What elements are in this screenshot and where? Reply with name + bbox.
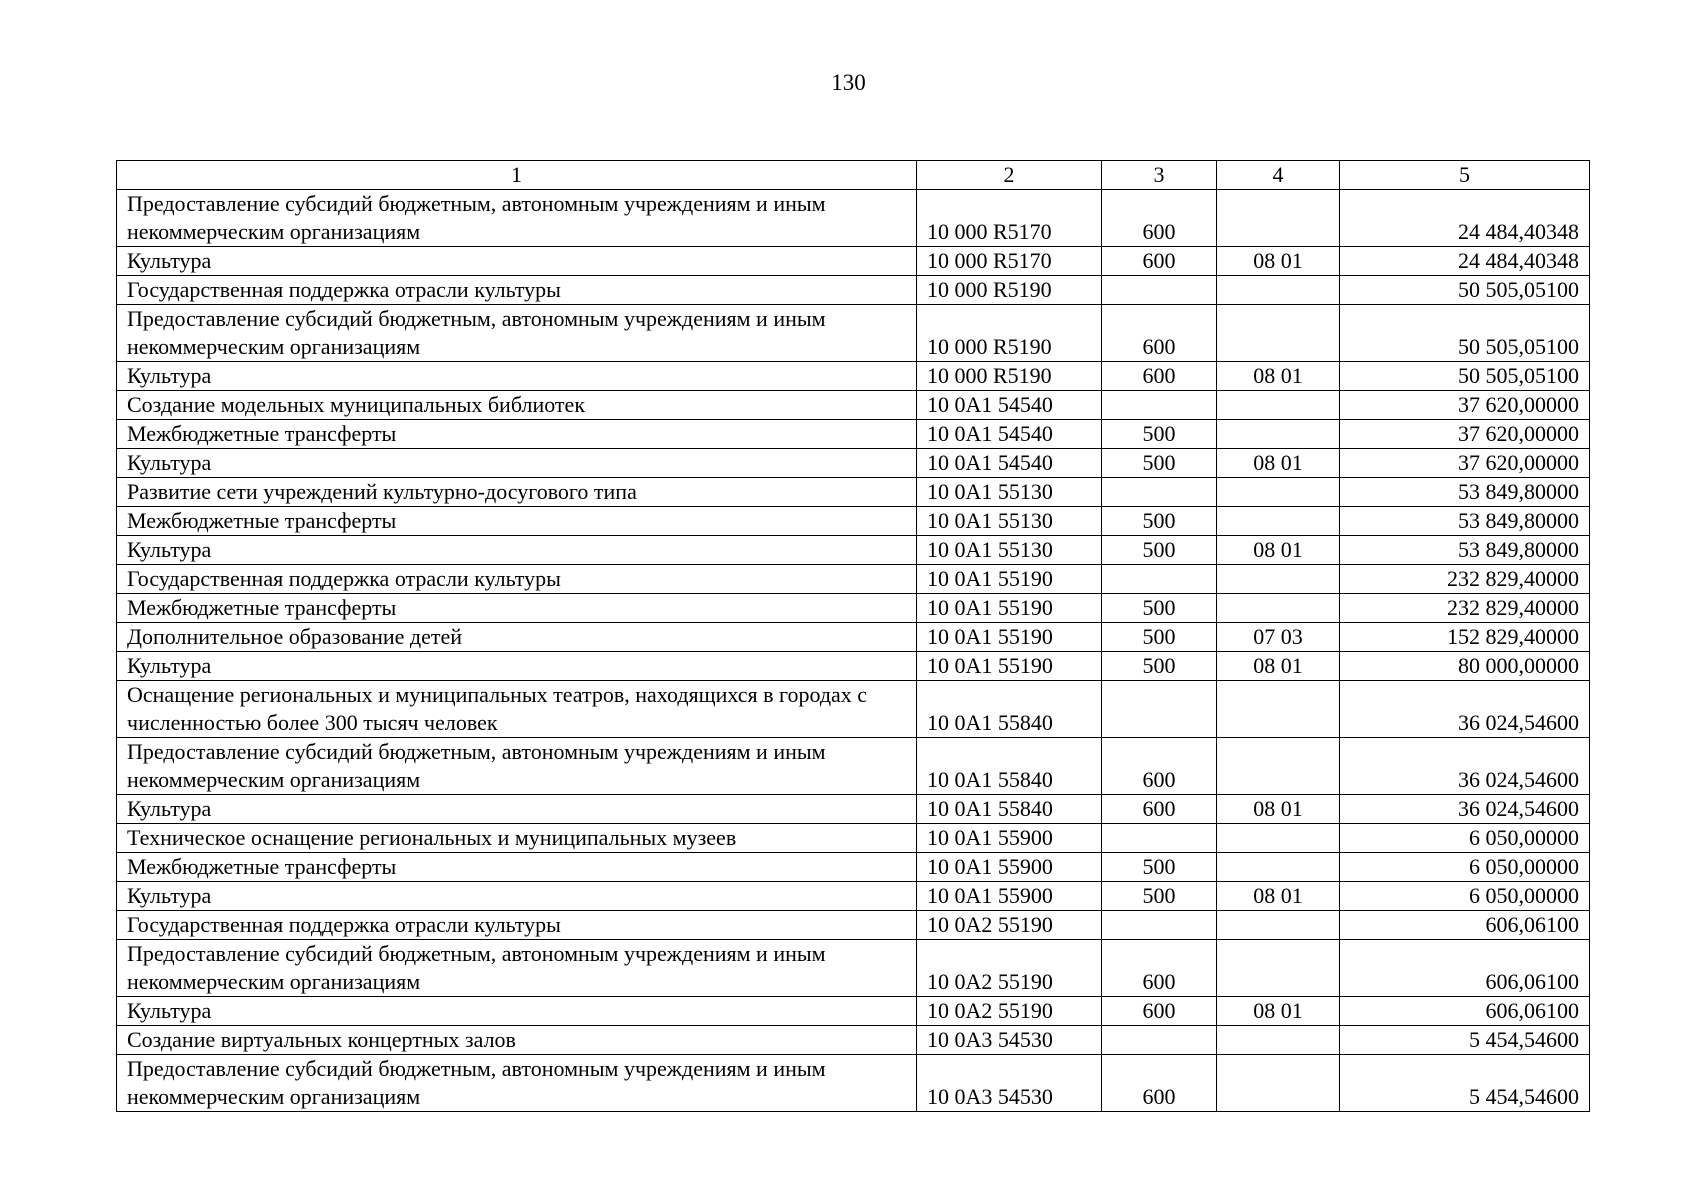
- row-expense-type-cell: 600: [1102, 738, 1217, 795]
- budget-table-body: [117, 161, 1590, 1112]
- table-row: [117, 305, 1590, 362]
- row-code-cell: 10 0A1 55130: [917, 536, 1102, 565]
- table-row: [117, 882, 1590, 911]
- column-header-1: 1: [117, 161, 917, 190]
- row-expense-type-cell: 600: [1102, 362, 1217, 391]
- table-row: [117, 190, 1590, 247]
- row-expense-type-cell: 500: [1102, 853, 1217, 882]
- row-name-cell: Культура: [117, 247, 917, 276]
- table-header-row: [117, 161, 1590, 190]
- row-code-cell: 10 000 R5170: [917, 247, 1102, 276]
- row-expense-type-cell: 500: [1102, 536, 1217, 565]
- row-section-cell: 08 01: [1217, 247, 1340, 276]
- row-amount-cell: 36 024,54600: [1340, 738, 1590, 795]
- row-name-cell: Техническое оснащение региональных и муниципальных музеев: [117, 824, 917, 853]
- row-expense-type-cell: 600: [1102, 305, 1217, 362]
- row-name-cell: Межбюджетные трансферты: [117, 853, 917, 882]
- row-section-cell: 08 01: [1217, 362, 1340, 391]
- row-amount-cell: 6 050,00000: [1340, 824, 1590, 853]
- row-amount-cell: 53 849,80000: [1340, 507, 1590, 536]
- row-name-cell: Предоставление субсидий бюджетным, автономным учреждениям и иным некоммерческим организациям: [117, 738, 917, 795]
- table-row: [117, 997, 1590, 1026]
- row-name-cell: Культура: [117, 795, 917, 824]
- row-expense-type-cell: [1102, 565, 1217, 594]
- table-row: [117, 853, 1590, 882]
- row-expense-type-cell: 600: [1102, 940, 1217, 997]
- row-amount-cell: 50 505,05100: [1340, 276, 1590, 305]
- row-section-cell: [1217, 594, 1340, 623]
- row-name-cell: Развитие сети учреждений культурно-досугового типа: [117, 478, 917, 507]
- row-code-cell: 10 0A1 55840: [917, 738, 1102, 795]
- table-row: [117, 1055, 1590, 1112]
- row-amount-cell: 6 050,00000: [1340, 853, 1590, 882]
- row-code-cell: 10 0A3 54530: [917, 1026, 1102, 1055]
- row-amount-cell: 606,06100: [1340, 940, 1590, 997]
- table-row: [117, 565, 1590, 594]
- row-name-cell: Культура: [117, 362, 917, 391]
- table-row: [117, 420, 1590, 449]
- table-row: [117, 449, 1590, 478]
- row-expense-type-cell: 500: [1102, 882, 1217, 911]
- row-code-cell: 10 000 R5190: [917, 305, 1102, 362]
- row-amount-cell: 24 484,40348: [1340, 247, 1590, 276]
- row-amount-cell: 606,06100: [1340, 911, 1590, 940]
- row-section-cell: [1217, 824, 1340, 853]
- row-name-cell: Создание модельных муниципальных библиотек: [117, 391, 917, 420]
- budget-table: [116, 160, 1590, 1112]
- row-section-cell: [1217, 853, 1340, 882]
- row-amount-cell: 152 829,40000: [1340, 623, 1590, 652]
- table-row: [117, 478, 1590, 507]
- row-amount-cell: 232 829,40000: [1340, 565, 1590, 594]
- row-name-cell: Государственная поддержка отрасли культуры: [117, 276, 917, 305]
- row-code-cell: 10 0A1 55190: [917, 623, 1102, 652]
- row-amount-cell: 53 849,80000: [1340, 478, 1590, 507]
- table-row: [117, 391, 1590, 420]
- column-header-4: 4: [1217, 161, 1340, 190]
- row-amount-cell: 80 000,00000: [1340, 652, 1590, 681]
- row-amount-cell: 24 484,40348: [1340, 190, 1590, 247]
- row-expense-type-cell: 500: [1102, 594, 1217, 623]
- table-row: [117, 247, 1590, 276]
- row-section-cell: [1217, 190, 1340, 247]
- row-name-cell: Межбюджетные трансферты: [117, 420, 917, 449]
- row-code-cell: 10 0A1 55900: [917, 853, 1102, 882]
- row-code-cell: 10 0A1 55190: [917, 565, 1102, 594]
- row-expense-type-cell: [1102, 911, 1217, 940]
- row-section-cell: [1217, 1055, 1340, 1112]
- row-name-cell: Культура: [117, 449, 917, 478]
- row-name-cell: Создание виртуальных концертных залов: [117, 1026, 917, 1055]
- row-expense-type-cell: 600: [1102, 1055, 1217, 1112]
- row-section-cell: [1217, 565, 1340, 594]
- row-code-cell: 10 0A3 54530: [917, 1055, 1102, 1112]
- row-amount-cell: 5 454,54600: [1340, 1026, 1590, 1055]
- row-expense-type-cell: [1102, 276, 1217, 305]
- row-code-cell: 10 000 R5190: [917, 276, 1102, 305]
- row-section-cell: 08 01: [1217, 652, 1340, 681]
- row-expense-type-cell: 600: [1102, 997, 1217, 1026]
- table-row: [117, 795, 1590, 824]
- row-code-cell: 10 0A2 55190: [917, 911, 1102, 940]
- row-section-cell: [1217, 478, 1340, 507]
- row-code-cell: 10 0A1 55130: [917, 478, 1102, 507]
- page-number: 130: [831, 70, 866, 95]
- row-amount-cell: 5 454,54600: [1340, 1055, 1590, 1112]
- row-code-cell: 10 0A1 55840: [917, 681, 1102, 738]
- row-expense-type-cell: [1102, 681, 1217, 738]
- table-row: [117, 1026, 1590, 1055]
- row-expense-type-cell: 500: [1102, 420, 1217, 449]
- row-expense-type-cell: 500: [1102, 652, 1217, 681]
- row-section-cell: 08 01: [1217, 997, 1340, 1026]
- row-expense-type-cell: [1102, 1026, 1217, 1055]
- table-row: [117, 276, 1590, 305]
- table-row: [117, 536, 1590, 565]
- row-name-cell: Оснащение региональных и муниципальных театров, находящихся в городах с численностью более 300 тысяч человек: [117, 681, 917, 738]
- row-section-cell: [1217, 305, 1340, 362]
- row-section-cell: [1217, 391, 1340, 420]
- row-code-cell: 10 0A1 55840: [917, 795, 1102, 824]
- row-name-cell: Культура: [117, 997, 917, 1026]
- row-section-cell: [1217, 1026, 1340, 1055]
- table-row: [117, 911, 1590, 940]
- row-section-cell: 08 01: [1217, 536, 1340, 565]
- row-amount-cell: 50 505,05100: [1340, 305, 1590, 362]
- row-section-cell: [1217, 940, 1340, 997]
- row-section-cell: [1217, 420, 1340, 449]
- row-code-cell: 10 0A1 55130: [917, 507, 1102, 536]
- table-row: [117, 594, 1590, 623]
- row-expense-type-cell: 600: [1102, 247, 1217, 276]
- table-row: [117, 652, 1590, 681]
- table-row: [117, 681, 1590, 738]
- row-code-cell: 10 0A1 54540: [917, 391, 1102, 420]
- row-name-cell: Государственная поддержка отрасли культуры: [117, 565, 917, 594]
- row-name-cell: Дополнительное образование детей: [117, 623, 917, 652]
- row-name-cell: Предоставление субсидий бюджетным, автономным учреждениям и иным некоммерческим организациям: [117, 190, 917, 247]
- row-code-cell: 10 0A2 55190: [917, 940, 1102, 997]
- row-amount-cell: 36 024,54600: [1340, 681, 1590, 738]
- column-header-3: 3: [1102, 161, 1217, 190]
- row-code-cell: 10 0A1 55900: [917, 882, 1102, 911]
- row-expense-type-cell: 500: [1102, 507, 1217, 536]
- row-section-cell: 08 01: [1217, 449, 1340, 478]
- row-amount-cell: 606,06100: [1340, 997, 1590, 1026]
- row-section-cell: [1217, 911, 1340, 940]
- row-expense-type-cell: 600: [1102, 795, 1217, 824]
- row-amount-cell: 53 849,80000: [1340, 536, 1590, 565]
- row-amount-cell: 232 829,40000: [1340, 594, 1590, 623]
- row-section-cell: 08 01: [1217, 882, 1340, 911]
- row-amount-cell: 50 505,05100: [1340, 362, 1590, 391]
- row-name-cell: Предоставление субсидий бюджетным, автономным учреждениям и иным некоммерческим организациям: [117, 940, 917, 997]
- row-amount-cell: 36 024,54600: [1340, 795, 1590, 824]
- row-code-cell: 10 0A2 55190: [917, 997, 1102, 1026]
- table-row: [117, 738, 1590, 795]
- row-amount-cell: 6 050,00000: [1340, 882, 1590, 911]
- row-section-cell: [1217, 681, 1340, 738]
- table-row: [117, 824, 1590, 853]
- row-code-cell: 10 0A1 54540: [917, 449, 1102, 478]
- row-code-cell: 10 0A1 55190: [917, 652, 1102, 681]
- row-code-cell: 10 000 R5170: [917, 190, 1102, 247]
- row-code-cell: 10 0A1 54540: [917, 420, 1102, 449]
- row-code-cell: 10 0A1 55900: [917, 824, 1102, 853]
- table-row: [117, 940, 1590, 997]
- row-expense-type-cell: [1102, 824, 1217, 853]
- table-row: [117, 623, 1590, 652]
- row-expense-type-cell: [1102, 478, 1217, 507]
- row-name-cell: Межбюджетные трансферты: [117, 507, 917, 536]
- row-section-cell: [1217, 738, 1340, 795]
- row-expense-type-cell: [1102, 391, 1217, 420]
- row-name-cell: Культура: [117, 652, 917, 681]
- row-expense-type-cell: 500: [1102, 449, 1217, 478]
- row-amount-cell: 37 620,00000: [1340, 391, 1590, 420]
- row-section-cell: 08 01: [1217, 795, 1340, 824]
- row-amount-cell: 37 620,00000: [1340, 449, 1590, 478]
- row-amount-cell: 37 620,00000: [1340, 420, 1590, 449]
- row-code-cell: 10 000 R5190: [917, 362, 1102, 391]
- column-header-5: 5: [1340, 161, 1590, 190]
- row-name-cell: Культура: [117, 536, 917, 565]
- row-name-cell: Государственная поддержка отрасли культуры: [117, 911, 917, 940]
- row-expense-type-cell: 600: [1102, 190, 1217, 247]
- table-row: [117, 362, 1590, 391]
- row-expense-type-cell: 500: [1102, 623, 1217, 652]
- table-row: [117, 507, 1590, 536]
- row-name-cell: Межбюджетные трансферты: [117, 594, 917, 623]
- row-name-cell: Предоставление субсидий бюджетным, автономным учреждениям и иным некоммерческим организациям: [117, 305, 917, 362]
- row-section-cell: [1217, 276, 1340, 305]
- row-section-cell: 07 03: [1217, 623, 1340, 652]
- row-name-cell: Культура: [117, 882, 917, 911]
- row-code-cell: 10 0A1 55190: [917, 594, 1102, 623]
- row-section-cell: [1217, 507, 1340, 536]
- row-name-cell: Предоставление субсидий бюджетным, автономным учреждениям и иным некоммерческим организациям: [117, 1055, 917, 1112]
- column-header-2: 2: [917, 161, 1102, 190]
